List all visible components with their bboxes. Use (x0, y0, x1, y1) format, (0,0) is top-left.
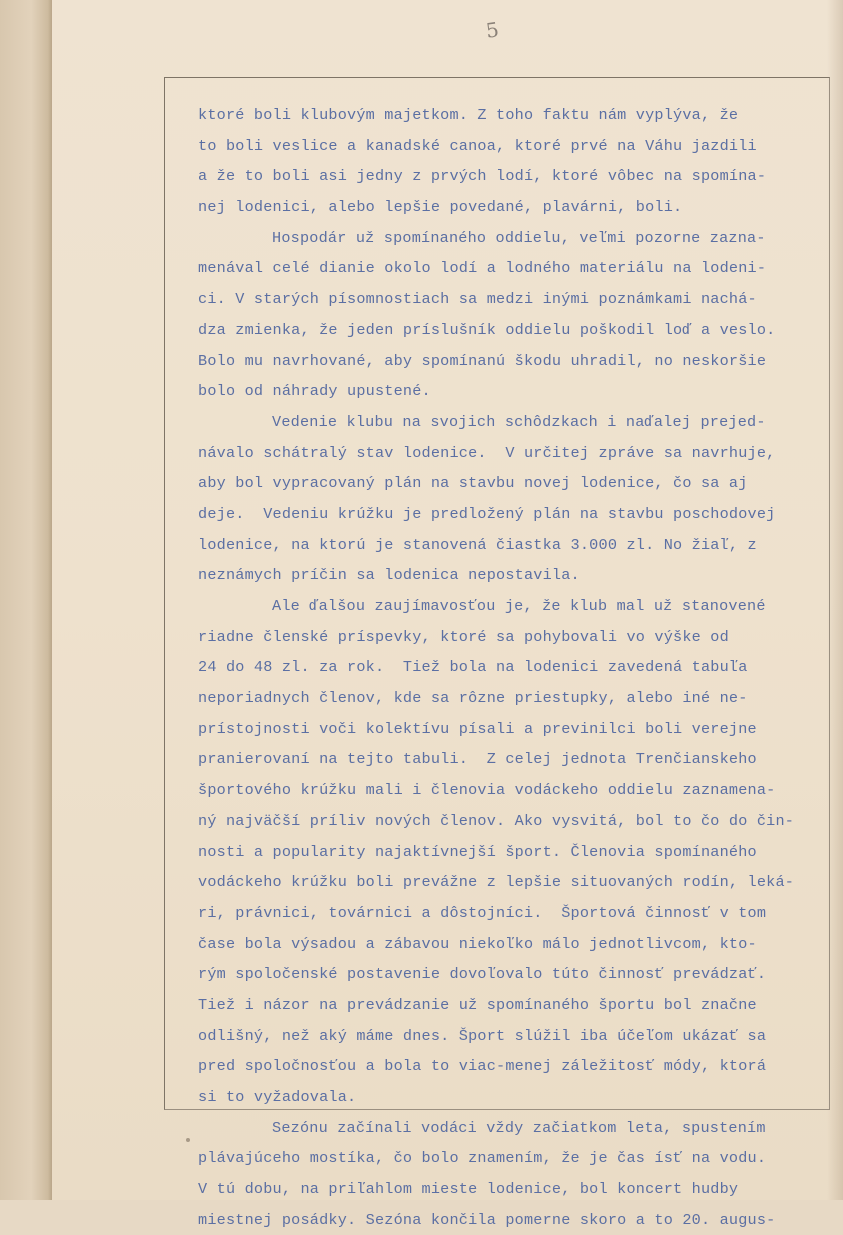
text-line: Sezónu začínali vodáci vždy začiatkom leta, spustením (272, 1118, 766, 1137)
binding-gutter (0, 0, 52, 1200)
text-line: ri, právnici, továrnici a dôstojníci. Športová činnosť v tom (198, 903, 767, 922)
text-line: deje. Vedeniu krúžku je predložený plán na stavbu poschodovej (198, 504, 776, 523)
page-number-mark: 5 (484, 17, 501, 43)
text-line: si to vyžadovala. (198, 1088, 357, 1106)
text-line: nosti a popularity najaktívnejší šport. Členovia spomínaného (198, 842, 757, 861)
text-line: neznámych príčin sa lodenica nepostavila. (198, 566, 580, 585)
text-line: pranierovaní na tejto tabuli. Z celej jednota Trenčianskeho (198, 750, 757, 769)
text-line: prístojnosti voči kolektívu písali a previnilci boli verejne (198, 719, 757, 738)
text-line: odlišný, než aký máme dnes. Šport slúžil iba účeľom ukázať sa (198, 1026, 767, 1045)
text-line: pred spoločnosťou a bola to viac-menej záležitosť módy, ktorá (198, 1057, 767, 1076)
text-line: návalo schátralý stav lodenice. V určitej zpráve sa navrhuje, (198, 443, 776, 462)
text-line: športového krúžku mali i členovia vodáckeho oddielu zaznamena- (198, 781, 776, 800)
text-line: V tú dobu, na priľahlom mieste lodenice, bol koncert hudby (198, 1180, 739, 1199)
paper-speck (186, 1138, 190, 1142)
text-line: Ale ďalšou zaujímavosťou je, že klub mal už stanovené (272, 597, 766, 615)
text-line: rým spoločenské postavenie dovoľovalo túto činnosť prevádzať. (198, 965, 767, 984)
text-line: riadne členské príspevky, ktoré sa pohybovali vo výške od (198, 627, 729, 646)
text-line: Hospodár už spomínaného oddielu, veľmi pozorne zazna- (272, 228, 766, 247)
text-line: ktoré boli klubovým majetkom. Z toho faktu nám vyplýva, že (198, 106, 739, 124)
text-line: Tiež i názor na prevádzanie už spomínaného športu bol značne (198, 995, 757, 1014)
text-line: vodáckeho krúžku boli prevážne z lepšie situovaných rodín, leká- (198, 873, 795, 892)
text-line: ci. V starých písomnostiach sa medzi inými poznámkami nachá- (198, 290, 757, 309)
text-line: plávajúceho mostíka, čo bolo znamením, že je čas ísť na vodu. (198, 1149, 767, 1168)
text-line: neporiadnych členov, kde sa rôzne priestupky, alebo iné ne- (198, 689, 748, 708)
text-line: a že to boli asi jedny z prvých lodí, ktoré vôbec na spomína- (198, 167, 767, 186)
text-line: to boli veslice a kanadské canoa, ktoré prvé na Váhu jazdili (198, 136, 757, 155)
text-line: bolo od náhrady upustené. (198, 382, 431, 401)
text-line: Vedenie klubu na svojich schôdzkach i naďalej prejed- (272, 412, 766, 431)
text-line: miestnej posádky. Sezóna končila pomerne skoro a to 20. augus- (198, 1210, 776, 1229)
text-line: čase bola výsadou a zábavou niekoľko málo jednotlivcom, kto- (198, 934, 757, 953)
text-line: Bolo mu navrhované, aby spomínanú škodu uhradil, no neskoršie (198, 351, 767, 370)
text-line: lodenice, na ktorú je stanovená čiastka 3.000 zl. No žiaľ, z (198, 535, 757, 554)
text-line: aby bol vypracovaný plán na stavbu novej lodenice, čo sa aj (198, 474, 748, 493)
typewritten-body (198, 100, 808, 1235)
text-line: ný najväčší príliv nových členov. Ako vysvitá, bol to čo do čin- (198, 811, 795, 830)
text-line: nej lodenici, alebo lepšie povedané, plavárni, boli. (198, 198, 683, 217)
text-line: 24 do 48 zl. za rok. Tiež bola na lodenici zavedená tabuľa (198, 658, 748, 677)
text-line: menával celé dianie okolo lodí a lodného materiálu na lodeni- (198, 259, 767, 278)
text-line: dza zmienka, že jeden príslušník oddielu poškodil loď a veslo. (198, 320, 776, 339)
